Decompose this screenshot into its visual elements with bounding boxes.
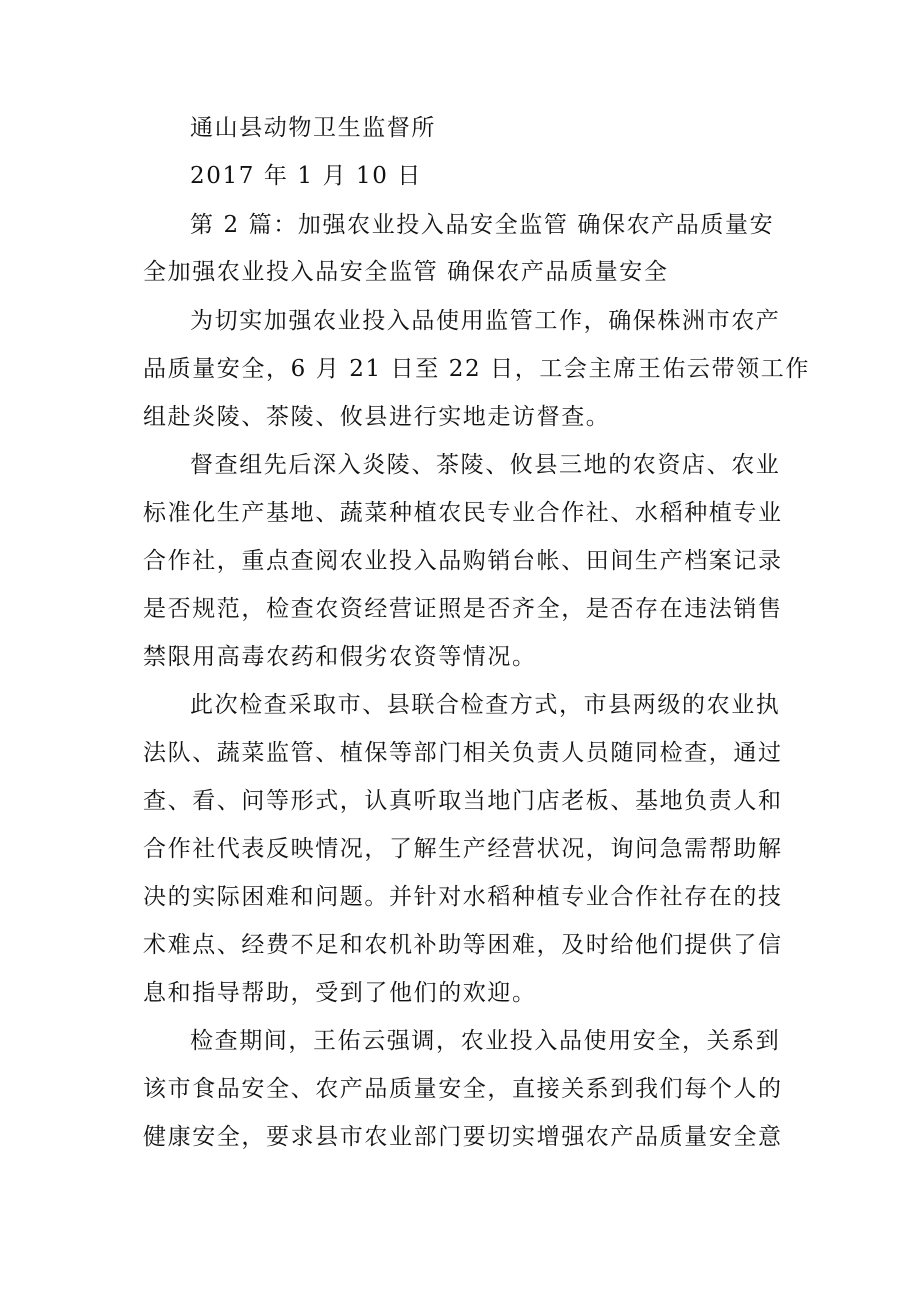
- paragraph-line: 标准化生产基地、蔬菜种植农民专业合作社、水稻种植专业: [143, 500, 783, 526]
- paragraph-line: 为切实加强农业投入品使用监管工作，确保株洲市农产: [190, 308, 781, 334]
- paragraph-line: 品质量安全，6 月 21 日至 22 日，工会主席王佑云带领工作: [143, 356, 810, 382]
- paragraph-line: 合作社，重点查阅农业投入品购销台帐、田间生产档案记录: [143, 548, 783, 574]
- paragraph-line: 术难点、经费不足和农机补助等困难，及时给他们提供了信: [143, 932, 783, 958]
- paragraph-line: 法队、蔬菜监管、植保等部门相关负责人员随同检查，通过: [143, 740, 783, 766]
- paragraph-line: 组赴炎陵、茶陵、攸县进行实地走访督查。: [143, 404, 611, 430]
- article-title-line: 全加强农业投入品安全监管 确保农产品质量安全: [143, 259, 669, 285]
- paragraph-line: 督查组先后深入炎陵、茶陵、攸县三地的农资店、农业: [190, 452, 781, 478]
- paragraph-line: 该市食品安全、农产品质量安全，直接关系到我们每个人的: [143, 1076, 783, 1102]
- signature-date: 2017 年 1 月 10 日: [190, 163, 422, 189]
- paragraph-line: 决的实际困难和问题。并针对水稻种植专业合作社存在的技: [143, 884, 783, 910]
- signature-organization: 通山县动物卫生监督所: [190, 115, 436, 141]
- article-title-line: 第 2 篇：加强农业投入品安全监管 确保农产品质量安: [190, 212, 775, 238]
- paragraph-line: 健康安全，要求县市农业部门要切实增强农产品质量安全意: [143, 1124, 783, 1150]
- paragraph-line: 息和指导帮助，受到了他们的欢迎。: [143, 980, 537, 1006]
- paragraph-line: 禁限用高毒农药和假劣农资等情况。: [143, 644, 537, 670]
- paragraph-line: 查、看、问等形式，认真听取当地门店老板、基地负责人和: [143, 788, 783, 814]
- paragraph-line: 合作社代表反映情况，了解生产经营状况，询问急需帮助解: [143, 836, 783, 862]
- paragraph-line: 是否规范，检查农资经营证照是否齐全，是否存在违法销售: [143, 596, 783, 622]
- paragraph-line: 此次检查采取市、县联合检查方式，市县两级的农业执: [190, 692, 781, 718]
- paragraph-line: 检查期间，王佑云强调，农业投入品使用安全，关系到: [190, 1028, 781, 1054]
